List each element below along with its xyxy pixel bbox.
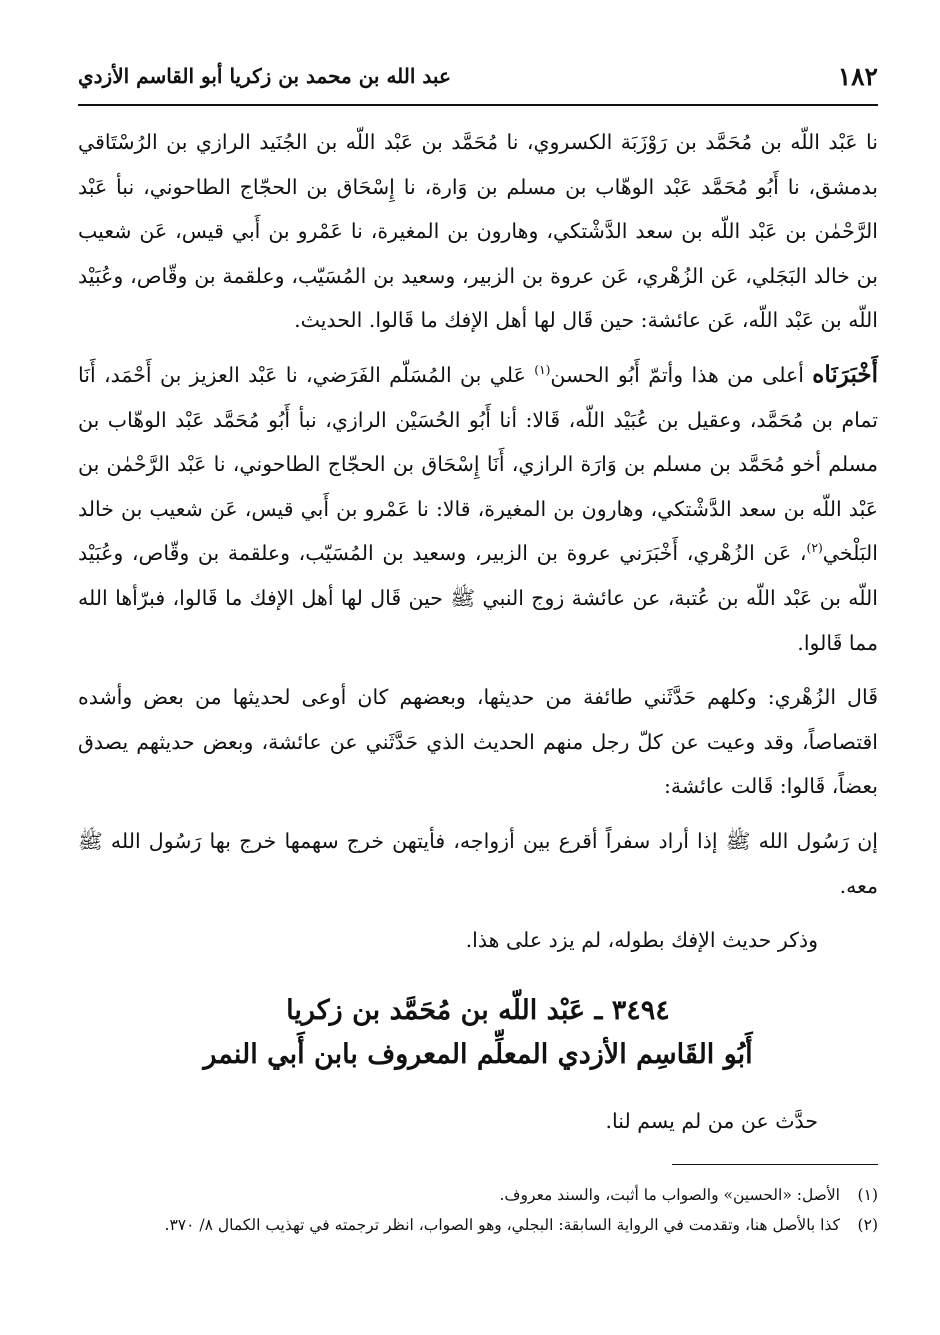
paragraph-entry-body: حدَّث عن من لم يسم لنا. bbox=[605, 1108, 818, 1133]
paragraph-zuhri: قَال الزُهْري: وكلهم حَدَّثَني طائفة من حديثها، وبعضهم كان أوعى لحديثها من بعض وأشده اقتصاصاً، وقد وعيت عن كلّ رجل منهم الحديث الذي حَدَّثَني عن عائشة، وبعض حديثهم يصدق بعضاً، قَالوا: قَالت عائشة: bbox=[78, 685, 878, 799]
footnotes bbox=[78, 1180, 878, 1240]
running-header bbox=[78, 60, 878, 100]
entry-title-line-2: أَبُو القَاسِم الأزدي المعلِّم المعروف بابن أَبي النمر bbox=[203, 1038, 753, 1070]
header-divider bbox=[78, 104, 878, 106]
footnote-number: (٢) bbox=[857, 1216, 878, 1234]
paragraph-isnad-1: نا عَبْد اللّه بن مُحَمَّد بن رَوْزَبَة الكسروي، نا مُحَمَّد بن عَبْد اللّه بن الجُنَيد الرازي بن الرُسْتَاقي بدمشق، نا أَبُو مُحَمَّد عَبْد الوهّاب بن مسلم بن وَارة، نا إِسْحَاق بن الحجّاج الطاحوني، نبأ عَبْد الرَّحْمٰن بن عَبْد اللّه بن سعد الدَّشْتكي، وهارون بن المغيرة، نا عَمْرو بن أَبي قيس، عَن شعيب بن خالد البَجَلي، عَن الزُهْري، عَن عروة بن الزبير، وسعيد بن المُسَيّب، وعلقمة بن وقّاص، وعُبَيْد اللّه بن عَبْد اللّه، عَن عائشة: حين قَال لها أهل الإفك ما قَالوا. الحديث. bbox=[78, 130, 878, 333]
footnote-text: كذا بالأصل هنا، وتقدمت في الرواية السابقة: البجلي، وهو الصواب، انظر ترجمته في تهذيب الكمال ٨/ ٣٧٠. bbox=[164, 1216, 840, 1234]
entry-title-line-1: ٣٤٩٤ ـ عَبْد اللّه بن مُحَمَّد بن زكريا bbox=[286, 994, 670, 1026]
footnote-2 bbox=[78, 1210, 878, 1240]
paragraph-note: وذكر حديث الإفك بطوله، لم يزد على هذا. bbox=[465, 928, 818, 953]
footnote-text: الأصل: «الحسين» والصواب ما أثبت، والسند معروف. bbox=[499, 1186, 840, 1204]
paragraph-text: عَلي بن المُسَلّم الفَرَضي، نا عَبْد العزيز بن أَحْمَد، أَنَا تمام بن مُحَمَّد، وعقيل بن عُبَيْد اللّه، قَالا: أنا أَبُو الحُسَيْن الرازي، نبأ أَبُو مُحَمَّد عَبْد الوهّاب بن مسلم أخو مُحَمَّد بن مسلم بن وَارَة الرازي، أَنَا إِسْحَاق بن الحجّاج الطاحوني، نا عَبْد الرَّحْمٰن بن عَبْد اللّه بن سعد الدَّشْتكي، وهارون بن المغيرة، قالا: نا عَمْرو بن أَبي قيس، عَن شعيب بن خالد البَلْخي bbox=[78, 362, 878, 566]
paragraph-text: ، عَن الزُهْري، أَخْبَرَني عروة بن الزبير، وسعيد بن المُسَيّب، وعلقمة بن وقّاص، وعُبَيْد اللّه بن عَبْد اللّه بن عُتبة، عن عائشة زوج النبي ﷺ حين قَال لها أهل الإفك ما قَالوا، فبرّأها الله مما قَالوا. bbox=[78, 541, 878, 655]
footnote-marker-2: (٢) bbox=[806, 541, 823, 556]
paragraph-text: أعلى من هذا وأتمّ أَبُو الحسن bbox=[550, 362, 804, 387]
paragraph-hadith: إن رَسُول الله ﷺ إذا أراد سفراً أقرع بين أزواجه، فأيتهن خرج سهمها خرج بها رَسُول الله ﷺ معه. bbox=[78, 828, 878, 898]
entry-title bbox=[78, 989, 878, 1077]
footnote-marker-1: (١) bbox=[534, 363, 551, 378]
footnote-number: (١) bbox=[857, 1186, 878, 1204]
lead-word: أَخْبَرَنَاه bbox=[812, 360, 878, 388]
page-number: ١٨٢ bbox=[837, 62, 878, 91]
paragraph-isnad-2 bbox=[78, 353, 878, 665]
footnote-divider bbox=[672, 1164, 878, 1165]
main-text bbox=[78, 120, 878, 1153]
footnote-1 bbox=[78, 1180, 878, 1210]
header-title: عبد الله بن محمد بن زكريا أبو القاسم الأزدي bbox=[78, 64, 451, 88]
